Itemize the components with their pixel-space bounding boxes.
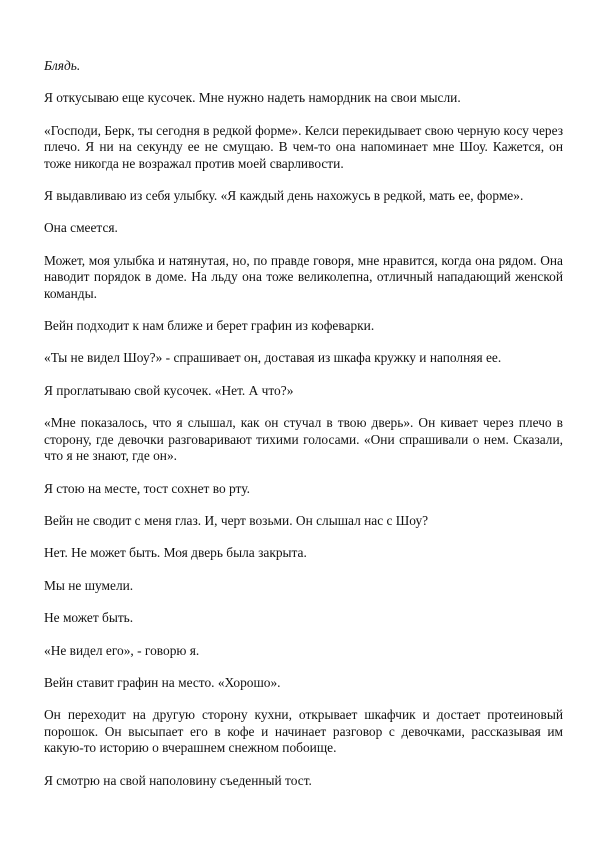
document-page — [44, 58, 563, 805]
paragraph-8: «Ты не видел Шоу?» - спрашивает он, доставая из шкафа кружку и наполняя ее. — [44, 350, 502, 366]
paragraph-12: Вейн не сводит с меня глаз. И, черт возьми. Он слышал нас с Шоу? — [44, 512, 429, 528]
paragraph-2: Я откусываю еще кусочек. Мне нужно надеть намордник на свои мысли. — [44, 90, 461, 106]
paragraph-18: Он переходит на другую сторону кухни, открывает шкафчик и достает протеиновый порошок. Он высыпает его в кофе и начинает разговор с девочками, рассказывая им какую-то историю о вчерашнем снежном побоище. — [44, 707, 563, 756]
paragraph-10: «Мне показалось, что я слышал, как он стучал в твою дверь». Он кивает через плечо в сторону, где девочки разговаривают тихими голосами. «Они спрашивали о нем. Сказали, что я не знают, где он». — [44, 415, 563, 464]
paragraph-9: Я проглатываю свой кусочек. «Нет. А что?» — [44, 382, 294, 398]
paragraph-11: Я стою на месте, тост сохнет во рту. — [44, 480, 250, 496]
paragraph-1: Блядь. — [44, 58, 81, 73]
paragraph-3: «Господи, Берк, ты сегодня в редкой форме». Келси перекидывает свою черную косу через плечо. Я ни на секунду ее не смущаю. В чем-то она напоминает мне Шоу. Кажется, он тоже никогда не возражал против моей сварливости. — [44, 122, 563, 171]
paragraph-4: Я выдавливаю из себя улыбку. «Я каждый день нахожусь в редкой, мать ее, форме». — [44, 188, 524, 204]
paragraph-6: Может, моя улыбка и натянутая, но, по правде говоря, мне нравится, когда она рядом. Она наводит порядок в доме. На льду она тоже великолепна, отличный нападающий женской команды. — [44, 252, 563, 301]
paragraph-13: Нет. Не может быть. Моя дверь была закрыта. — [44, 545, 307, 561]
paragraph-15: Не может быть. — [44, 610, 134, 626]
paragraph-16: «Не видел его», - говорю я. — [44, 642, 200, 658]
paragraph-17: Вейн ставит графин на место. «Хорошо». — [44, 674, 281, 690]
paragraph-5: Она смеется. — [44, 220, 118, 236]
paragraph-19: Я смотрю на свой наполовину съеденный тост. — [44, 772, 312, 788]
paragraph-7: Вейн подходит к нам ближе и берет графин из кофеварки. — [44, 318, 375, 334]
paragraph-14: Мы не шумели. — [44, 577, 134, 593]
